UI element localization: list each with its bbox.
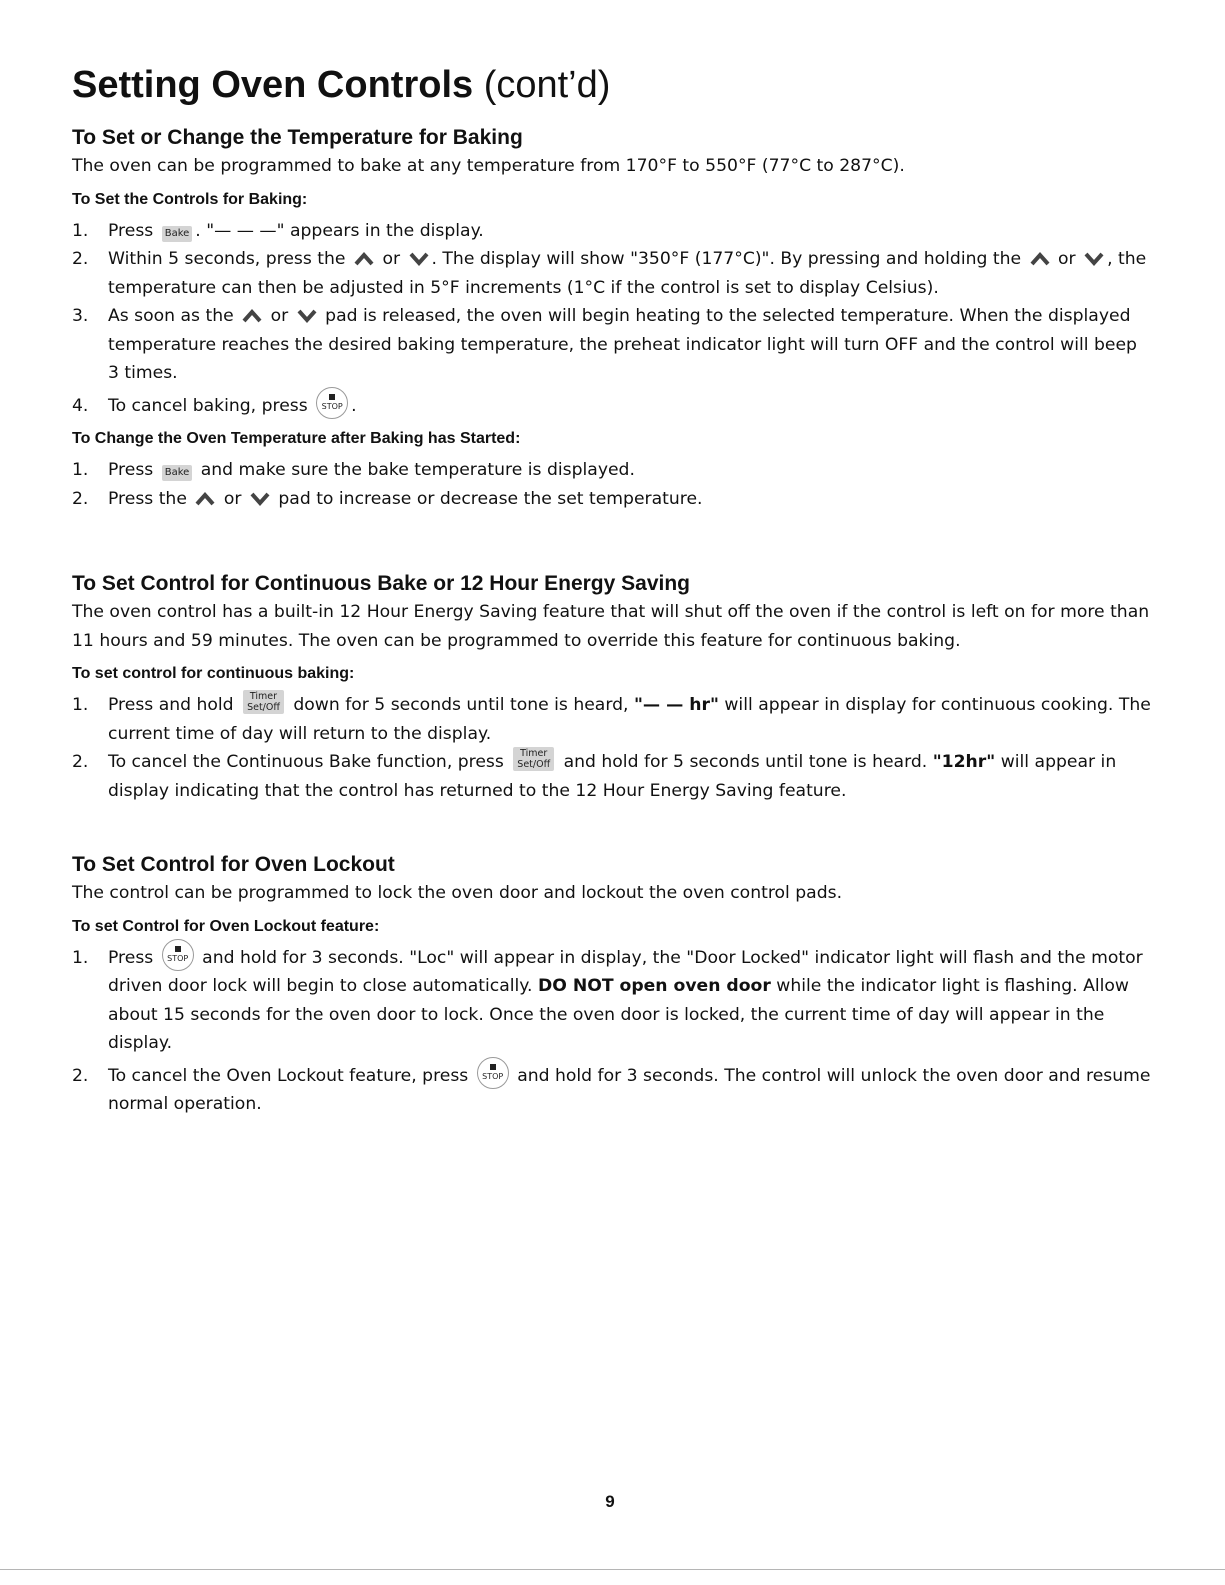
section-temperature xyxy=(72,124,1152,513)
bottom-divider xyxy=(0,1569,1225,1570)
down-arrow-icon xyxy=(1084,252,1104,266)
down-arrow-icon xyxy=(409,252,429,266)
step-text: pad is released, the oven will begin heating to the selected temperature. When the displayed temperature reaches the desired baking temperature, the preheat indicator light will turn OFF and the control will beep 3 times. xyxy=(108,306,1137,383)
step-text-bold: DO NOT open oven door xyxy=(537,976,771,996)
step-text: To cancel the Oven Lockout feature, press xyxy=(108,1065,469,1086)
stop-label: STOP xyxy=(321,402,343,411)
step-number: 1. xyxy=(72,947,89,968)
step-text: Press xyxy=(108,220,154,241)
list-item xyxy=(72,944,1152,1058)
page-title-suffix: (cont’d) xyxy=(483,64,611,106)
step-text: , the temperature can then be adjusted in 5°F increments (1°C if the control is set to display Celsius). xyxy=(108,249,1147,298)
step-number: 1. xyxy=(72,695,89,715)
step-text: Press xyxy=(108,947,154,968)
subheading: To Change the Oven Temperature after Baking has Started: xyxy=(72,430,521,447)
subheading: To set control for continuous baking: xyxy=(72,665,355,682)
list-item xyxy=(72,456,1152,485)
list-item xyxy=(72,691,1152,748)
step-text: while the indicator light is flashing. Allow about 15 seconds for the oven door to lock. Once the oven door is locked, the current time of day will appear in the display. xyxy=(108,976,1129,1053)
step-text-bold: "— — hr" xyxy=(633,695,719,715)
step-number: 1. xyxy=(72,460,89,480)
step-list xyxy=(72,217,1152,421)
page-title xyxy=(72,62,610,108)
down-arrow-icon xyxy=(297,309,317,323)
page-title-main: Setting Oven Controls xyxy=(72,64,474,106)
step-text: and hold for 5 seconds until tone is heard. xyxy=(563,752,928,772)
step-number: 2. xyxy=(72,488,89,509)
pad-label: Timer xyxy=(520,748,548,759)
list-item xyxy=(72,1062,1152,1119)
step-text: As soon as the xyxy=(108,306,234,326)
stop-icon xyxy=(316,387,348,419)
step-text: and hold for 3 seconds. The control will unlock the oven door and resume normal operation. xyxy=(108,1065,1151,1114)
list-item xyxy=(72,245,1152,302)
step-number: 1. xyxy=(72,220,89,241)
page-number: 9 xyxy=(605,1492,615,1511)
up-arrow-icon xyxy=(242,309,262,323)
step-list xyxy=(72,691,1152,805)
step-text: . The display will show "350°F (177°C)". By pressing and holding the xyxy=(431,249,1022,269)
step-text: . "— — —" appears in the display. xyxy=(195,220,484,241)
step-text: Press the xyxy=(108,488,187,509)
pad-label: Timer xyxy=(249,691,278,702)
bake-pad-icon: Bake xyxy=(162,226,193,242)
list-item xyxy=(72,748,1152,805)
step-text: Within 5 seconds, press the xyxy=(108,249,346,269)
step-text: . xyxy=(351,395,357,416)
step-text: To cancel baking, press xyxy=(108,395,308,416)
list-item xyxy=(72,485,1152,514)
stop-label: STOP xyxy=(482,1072,504,1081)
step-text: or xyxy=(270,306,289,326)
step-text: and make sure the bake temperature is displayed. xyxy=(200,460,635,480)
stop-icon xyxy=(477,1057,509,1089)
down-arrow-icon xyxy=(250,492,270,506)
stop-icon xyxy=(162,939,194,971)
section-oven-lockout xyxy=(72,851,1152,1119)
list-item xyxy=(72,217,1152,246)
step-text: Press xyxy=(108,460,154,480)
list-item xyxy=(72,392,1152,421)
step-number: 3. xyxy=(72,306,89,326)
list-item xyxy=(72,302,1152,388)
step-text: and hold for 3 seconds. "Loc" will appear in display, the "Door Locked" indicator light will flash and the motor driven door lock will begin to close automatically. xyxy=(108,947,1143,996)
step-text: will appear in display for continuous cooking. The current time of day will return to the display. xyxy=(108,695,1151,744)
step-text: will appear in display indicating that the control has returned to the 12 Hour Energy Saving feature. xyxy=(108,752,1117,801)
step-list xyxy=(72,456,1152,513)
pad-label: Set/Off xyxy=(517,759,551,770)
step-text: pad to increase or decrease the set temperature. xyxy=(278,488,703,509)
step-number: 2. xyxy=(72,249,89,269)
step-text: To cancel the Continuous Bake function, press xyxy=(108,752,504,772)
subheading: To Set the Controls for Baking: xyxy=(72,190,308,208)
up-arrow-icon xyxy=(195,492,215,506)
section-heading: To Set Control for Oven Lockout xyxy=(72,853,395,876)
step-number: 4. xyxy=(72,395,89,416)
up-arrow-icon xyxy=(354,252,374,266)
timer-setoff-pad-icon xyxy=(513,747,554,771)
bake-pad-icon: Bake xyxy=(162,465,193,481)
step-list xyxy=(72,944,1152,1119)
step-number: 2. xyxy=(72,1065,89,1086)
section-heading: To Set or Change the Temperature for Baking xyxy=(72,126,523,149)
step-text-bold: "12hr" xyxy=(932,752,996,772)
stop-label: STOP xyxy=(167,954,189,963)
step-text: down for 5 seconds until tone is heard, xyxy=(293,695,629,715)
step-number: 2. xyxy=(72,752,89,772)
section-heading: To Set Control for Continuous Bake or 12 Hour Energy Saving xyxy=(72,572,691,595)
step-text: or xyxy=(223,488,242,509)
step-text: or xyxy=(1058,249,1076,269)
step-text: or xyxy=(382,249,401,269)
up-arrow-icon xyxy=(1030,252,1050,266)
section-continuous-bake xyxy=(72,570,1152,805)
pad-label: Set/Off xyxy=(247,702,280,713)
section-intro: The oven can be programmed to bake at any temperature from 170°F to 550°F (77°C to 287°C). xyxy=(72,156,905,176)
section-intro: The oven control has a built-in 12 Hour Energy Saving feature that will shut off the oven if the control is left on for more than 11 hours and 59 minutes. The oven can be programmed to override this feature for continuous baking. xyxy=(72,602,1150,651)
step-text: Press and hold xyxy=(108,695,234,715)
subheading: To set Control for Oven Lockout feature: xyxy=(72,917,380,935)
section-intro: The control can be programmed to lock the oven door and lockout the oven control pads. xyxy=(72,883,843,903)
timer-setoff-pad-icon xyxy=(243,690,284,714)
